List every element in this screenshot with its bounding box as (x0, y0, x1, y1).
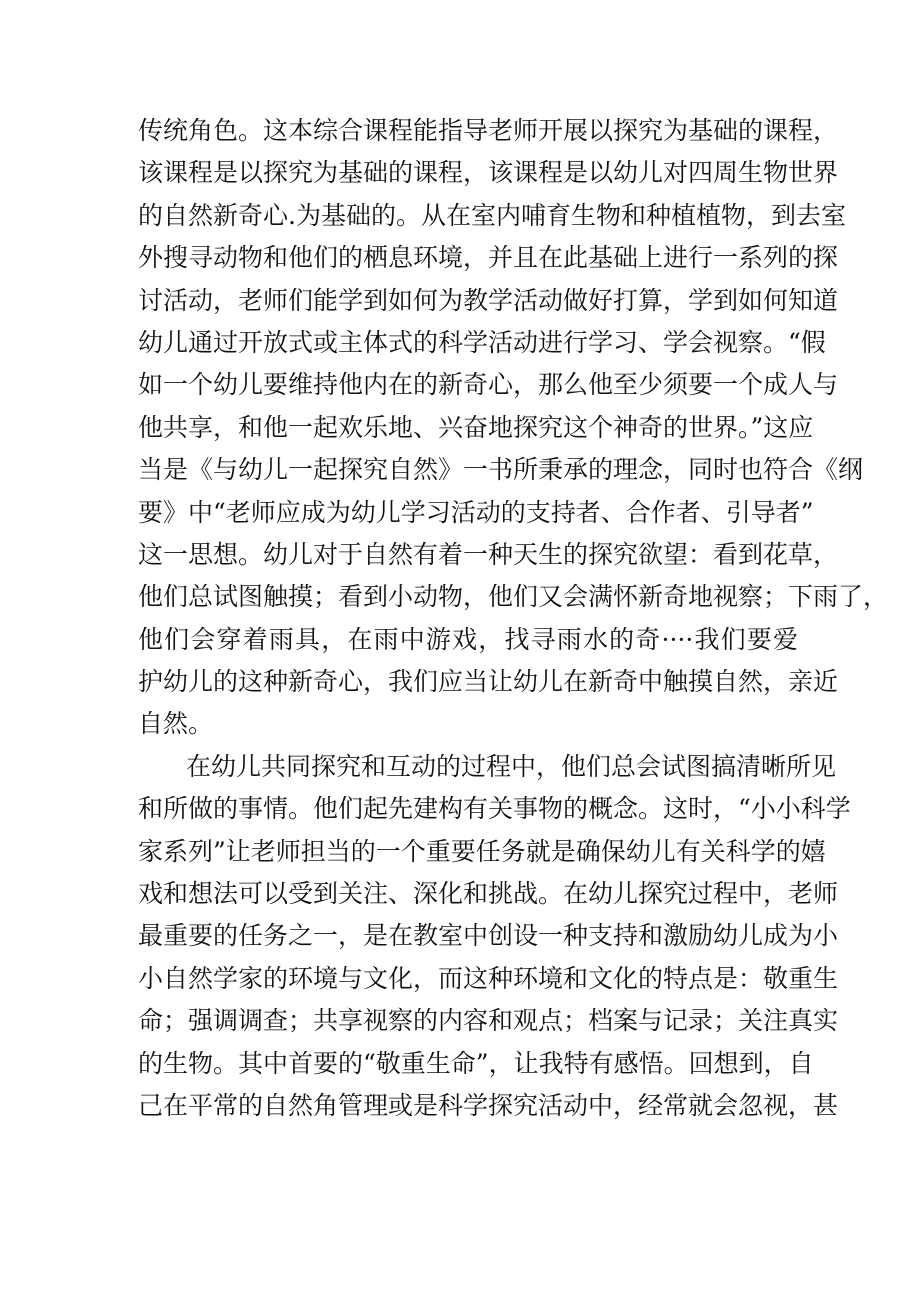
text-line: 他们总试图触摸；看到小动物，他们又会满怀新奇地视察；下雨了， (138, 582, 889, 612)
text-line: 如一个幼儿要维持他内在的新奇心，那么他至少须要一个成人与 (138, 370, 839, 400)
text-line: 戏和想法可以受到关注、深化和挑战。在幼儿探究过程中，老师 (138, 879, 839, 909)
text-line: 护幼儿的这种新奇心，我们应当让幼儿在新奇中触摸自然，亲近 (138, 667, 839, 697)
text-line: 幼儿通过开放式或主体式的科学活动进行学习、学会视察。“假 (138, 327, 826, 357)
text-line: 要》中“老师应成为幼儿学习活动的支持者、合作者、引导者” (138, 497, 814, 527)
text-line: 的生物。其中首要的“敬重生命”，让我特有感悟。回想到，自 (138, 1048, 814, 1078)
text-line: 小自然学家的环境与文化，而这种环境和文化的特点是：敬重生 (138, 963, 839, 993)
text-line: 最重要的任务之一，是在教室中创设一种支持和激励幼儿成为小 (138, 921, 839, 951)
text-line: 和所做的事情。他们起先建构有关事物的概念。这时，“小小科学 (138, 794, 851, 824)
text-line: 命；强调调查；共享视察的内容和观点；档案与记录；关注真实 (138, 1006, 839, 1036)
paragraph-1 (138, 110, 889, 746)
paragraph-2 (138, 746, 851, 1128)
text-line: 自然。 (138, 709, 214, 739)
text-line: 传统角色。这本综合课程能指导老师开展以探究为基础的课程， (138, 116, 839, 145)
text-line: 这一思想。幼儿对于自然有着一种天生的探究欲望：看到花草， (138, 539, 839, 569)
text-line: 家系列”让老师担当的一个重要任务就是确保幼儿有关科学的嬉 (138, 836, 826, 866)
text-line: 外搜寻动物和他们的栖息环境，并且在此基础上进行一系列的探 (138, 243, 839, 273)
text-line: 他共享，和他一起欢乐地、兴奋地探究这个神奇的世界。”这应 (138, 412, 814, 442)
text-line: 在幼儿共同探究和互动的过程中，他们总会试图搞清晰所见 (186, 751, 837, 781)
text-line: 己在平常的自然角管理或是科学探究活动中，经常就会忽视，甚 (138, 1090, 839, 1120)
text-line: 当是《与幼儿一起探究自然》一书所秉承的理念，同时也符合《纲 (138, 455, 864, 485)
text-line: 讨活动，老师们能学到如何为教学活动做好打算，学到如何知道 (138, 285, 839, 315)
text-line: 该课程是以探究为基础的课程，该课程是以幼儿对四周生物世界 (138, 158, 839, 188)
body-text (138, 110, 889, 1127)
text-line: 他们会穿着雨具，在雨中游戏，找寻雨水的奇····我们要爱 (138, 624, 798, 654)
text-line: 的自然新奇心.为基础的。从在室内哺育生物和种植植物，到去室 (138, 200, 846, 230)
